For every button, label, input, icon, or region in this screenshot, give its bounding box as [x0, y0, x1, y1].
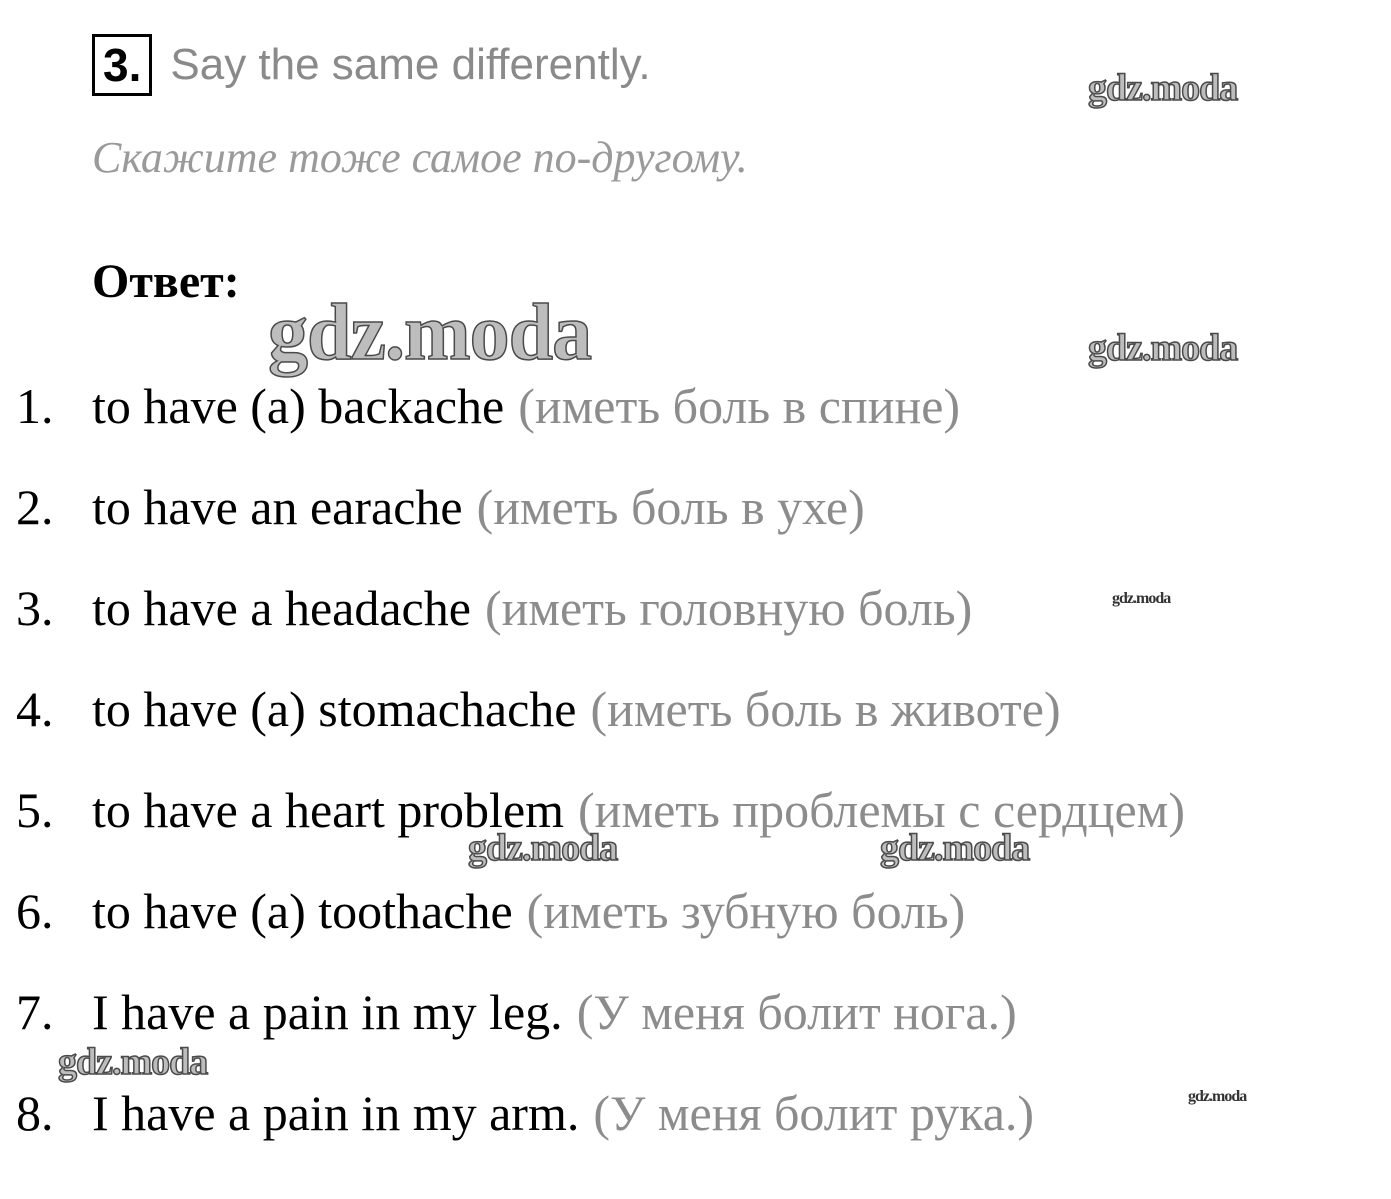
- watermark-logo: gdz.moda: [268, 289, 592, 377]
- item-number: 3.: [16, 580, 54, 636]
- answer-item-6: [16, 881, 1185, 982]
- item-english: to have a heart problem: [92, 782, 565, 838]
- item-number: 4.: [16, 681, 54, 737]
- watermark-logo: gdz.moda: [1112, 590, 1171, 607]
- answer-item-8: [16, 1083, 1185, 1184]
- item-number: 2.: [16, 479, 54, 535]
- item-russian: (У меня болит нога.): [576, 984, 1017, 1040]
- item-number: 7.: [16, 984, 54, 1040]
- task-number-box: 3.: [92, 34, 152, 96]
- item-english: to have (a) backache: [92, 378, 505, 434]
- answer-item-3: [16, 578, 1185, 679]
- task-translation: Скажите тоже самое по-другому.: [92, 133, 748, 182]
- item-english: I have a pain in my arm.: [92, 1085, 580, 1141]
- answer-item-4: [16, 679, 1185, 780]
- watermark-logo: gdz.moda: [1188, 1088, 1247, 1105]
- watermark-logo: gdz.moda: [1088, 327, 1238, 369]
- item-english: I have a pain in my leg.: [92, 984, 563, 1040]
- item-russian: (иметь головную боль): [484, 580, 973, 636]
- watermark-logo: gdz.moda: [468, 827, 618, 869]
- item-number: 6.: [16, 883, 54, 939]
- item-english: to have (a) stomachache: [92, 681, 577, 737]
- item-number: 1.: [16, 378, 54, 434]
- item-number: 8.: [16, 1085, 54, 1141]
- watermark-logo: gdz.moda: [58, 1041, 208, 1083]
- item-russian: (иметь боль в животе): [590, 681, 1061, 737]
- task-header: [92, 34, 651, 96]
- answer-item-1: [16, 376, 1185, 477]
- item-english: to have (a) toothache: [92, 883, 513, 939]
- item-number: 5.: [16, 782, 54, 838]
- item-russian: (иметь проблемы с сердцем): [578, 782, 1185, 838]
- item-english: to have a headache: [92, 580, 471, 636]
- watermark-logo: gdz.moda: [1088, 67, 1238, 109]
- item-russian: (иметь боль в ухе): [476, 479, 865, 535]
- task-prompt: Say the same differently.: [170, 40, 651, 89]
- item-english: to have an earache: [92, 479, 463, 535]
- answer-label: Ответ:: [92, 255, 240, 308]
- item-russian: (иметь боль в спине): [518, 378, 961, 434]
- item-russian: (иметь зубную боль): [526, 883, 966, 939]
- item-russian: (У меня болит рука.): [593, 1085, 1035, 1141]
- answer-item-2: [16, 477, 1185, 578]
- watermark-logo: gdz.moda: [880, 827, 1030, 869]
